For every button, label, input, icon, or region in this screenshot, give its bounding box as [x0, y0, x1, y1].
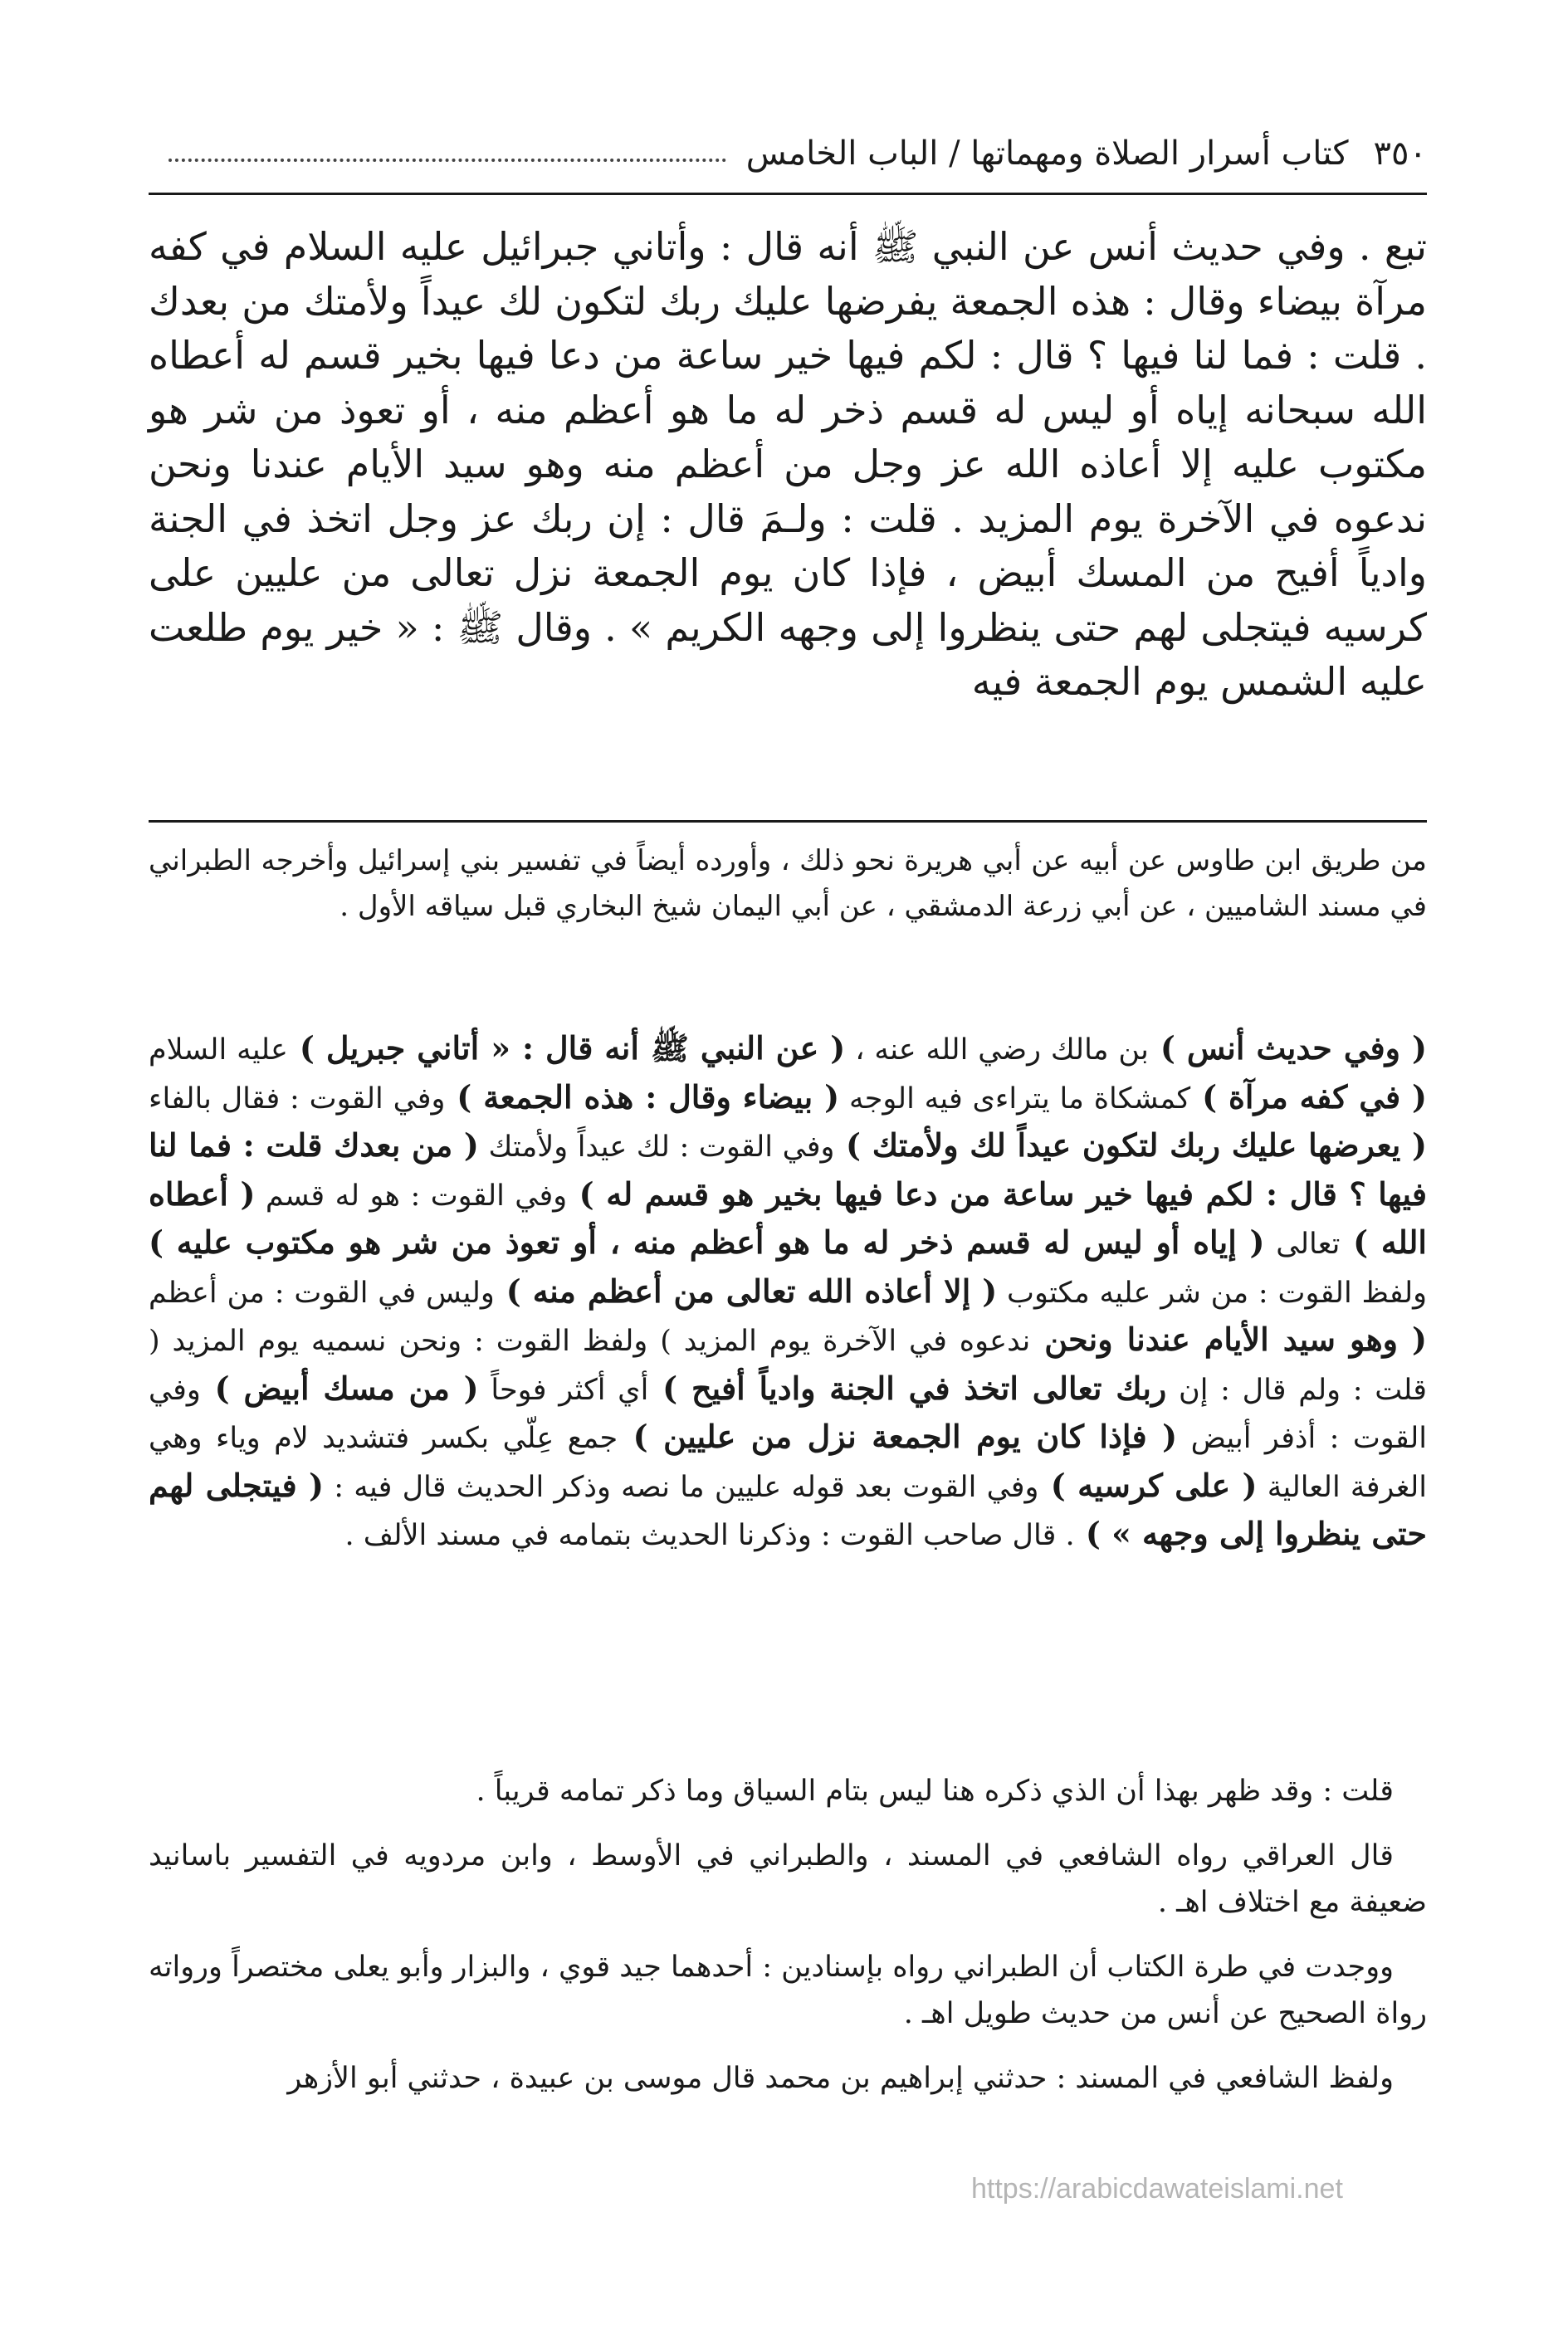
commentary-quoted-text: ( في كفه مرآة ) — [1190, 1077, 1428, 1116]
page-header — [149, 125, 1427, 183]
commentary-explanation: . قال صاحب القوت : وذكرنا الحديث بتمامه في مسند الألف . — [344, 1519, 1075, 1552]
commentary-quoted-text: ( فإذا كان يوم الجمعة نزل من عليين ) — [618, 1418, 1178, 1455]
header-dotted-leader — [169, 159, 726, 162]
commentary-explanation: عليه السلام — [149, 1033, 288, 1067]
note-paragraph: ووجدت في طرة الكتاب أن الطبراني رواه بإسنادين : أحدهما جيد قوي ، والبزار وأبو يعلى مختصراً ورواته رواة الصحيح عن أنس من حديث طويل اهـ . — [149, 1951, 1427, 2030]
commentary — [149, 1025, 1427, 1560]
header-rule — [149, 193, 1427, 195]
footnote-paragraph: من طريق ابن طاوس عن أبيه عن أبي هريرة نحو ذلك ، وأورده أيضاً في تفسير بني إسرائيل وأخرجه الطبراني في مسند الشاميين ، عن أبي زرعة الدمشقي ، عن أبي اليمان شيخ البخاري قبل سياقه الأول . — [149, 844, 1427, 923]
commentary-quoted-text: ( عن النبي ﷺ أنه قال : « أتاني جبريل ) — [287, 1029, 846, 1067]
commentary-quoted-text: ( يعرضها عليك ربك لتكون عيداً لك ولأمتك ) — [834, 1126, 1427, 1164]
main-text — [149, 220, 1427, 710]
commentary-explanation: وفي القوت : هو له قسم — [255, 1179, 568, 1213]
commentary-quoted-text: ( إياه أو ليس له قسم ذخر له ما هو أعظم منه ، أو تعوذ من شر هو مكتوب عليه ) — [149, 1223, 1265, 1261]
commentary-explanation: وليس في القوت : من أعظم — [149, 1276, 495, 1310]
commentary-quoted-text: ( بيضاء وقال : هذه الجمعة ) — [445, 1077, 840, 1116]
commentary-explanation: ندعوه في الآخرة يوم المزيد ) ولفظ القوت : ونحن نسميه يوم المزيد ( قلت : ولم قال : إن — [149, 1325, 1427, 1407]
commentary-explanation: تعالى — [1264, 1228, 1341, 1261]
commentary-quoted-text: ( وفي حديث أنس ) — [1148, 1029, 1428, 1067]
commentary-explanation: جمع عِلّي بكسر فتشديد لام وياء وهي الغرفة العالية — [149, 1422, 1428, 1504]
commentary-explanation: وفي القوت بعد قوله عليين ما نصه وذكر الحديث قال فيه : — [323, 1470, 1039, 1504]
commentary-quoted-text: ربك تعالى اتخذ في الجنة وادياً أفيح ) — [648, 1369, 1167, 1407]
commentary-quoted-text: ( فيتجلى لهم حتى ينظروا إلى وجهه » ) — [149, 1466, 1427, 1552]
commentary-quoted-text: ( أعطاه الله ) — [149, 1174, 1427, 1261]
running-title: كتاب أسرار الصلاة ومهماتها / الباب الخامس — [745, 134, 1349, 173]
page-number: ٣٥٠ — [1373, 134, 1427, 173]
notes-section — [149, 1768, 1427, 2120]
commentary-explanation: بن مالك رضي الله عنه ، — [845, 1033, 1149, 1067]
commentary-paragraph — [149, 1025, 1427, 1560]
commentary-quoted-text: ( إلا أعاذه الله تعالى من أعظم منه ) — [494, 1272, 998, 1310]
footnote — [149, 838, 1427, 930]
commentary-explanation: كمشكاة ما يتراءى فيه الوجه — [839, 1082, 1191, 1116]
commentary-quoted-text: ( على كرسيه ) — [1038, 1466, 1258, 1504]
commentary-explanation: ولفظ القوت : من شر عليه مكتوب — [997, 1276, 1428, 1310]
note-paragraph: قلت : وقد ظهر بهذا أن الذي ذكره هنا ليس بتام السياق وما ذكر تمامه قريباً . — [476, 1775, 1394, 1808]
commentary-explanation: وفي القوت : لك عيداً ولأمتك — [478, 1130, 835, 1164]
commentary-explanation: أي أكثر فوحاً — [478, 1373, 649, 1407]
commentary-quoted-text: ( من مسك أبيض ) — [200, 1369, 479, 1407]
watermark-url: https://arabicdawateislami.net — [971, 2173, 1343, 2205]
commentary-quoted-text: ( وهو سيد الأيام عندنا ونحن — [1030, 1321, 1427, 1358]
note-paragraph: قال العراقي رواه الشافعي في المسند ، والطبراني في الأوسط ، وابن مردويه في التفسير باسانيد ضعيفة مع اختلاف اهـ . — [149, 1839, 1427, 1919]
note-paragraph: ولفظ الشافعي في المسند : حدثني إبراهيم بن محمد قال موسى بن عبيدة ، حدثني أبو الأزهر — [287, 2062, 1394, 2095]
commentary-explanation: وفي القوت : فقال بالفاء — [149, 1082, 446, 1116]
commentary-quoted-text: ( من بعدك قلت : فما لنا فيها ؟ قال : لكم فيها خير ساعة من دعا فيها بخير هو قسم له ) — [149, 1126, 1427, 1213]
commentary-explanation: وفي القوت : أذفر أبيض — [149, 1373, 1427, 1455]
main-paragraph: تبع . وفي حديث أنس عن النبي ﷺ أنه قال : وأتاني جبرائيل عليه السلام في كفه مرآة بيضاء وقال : هذه الجمعة يفرضها عليك ربك لتكون لك عيداً ولأمتك من بعدك . قلت : فما لنا فيها ؟ قال : لكم فيها خير ساعة من دعا فيها بخير قسم له أعطاه الله سبحانه إياه أو ليس له قسم ذخر له ما هو أعظم منه ، أو تعوذ من شر هو مكتوب عليه إلا أعاذه الله عز وجل من أعظم منه وهو سيد الأيام عندنا ونحن ندعوه في الآخرة يوم المزيد . قلت : ولـمَ قال : إن ربك عز وجل اتخذ في الجنة وادياً أفيح من المسك أبيض ، فإذا كان يوم الجمعة نزل تعالى من عليين على كرسيه فيتجلى لهم حتى ينظروا إلى وجهه الكريم » . وقال ﷺ : « خير يوم طلعت عليه الشمس يوم الجمعة فيه — [149, 224, 1427, 704]
footnote-rule — [149, 820, 1427, 823]
